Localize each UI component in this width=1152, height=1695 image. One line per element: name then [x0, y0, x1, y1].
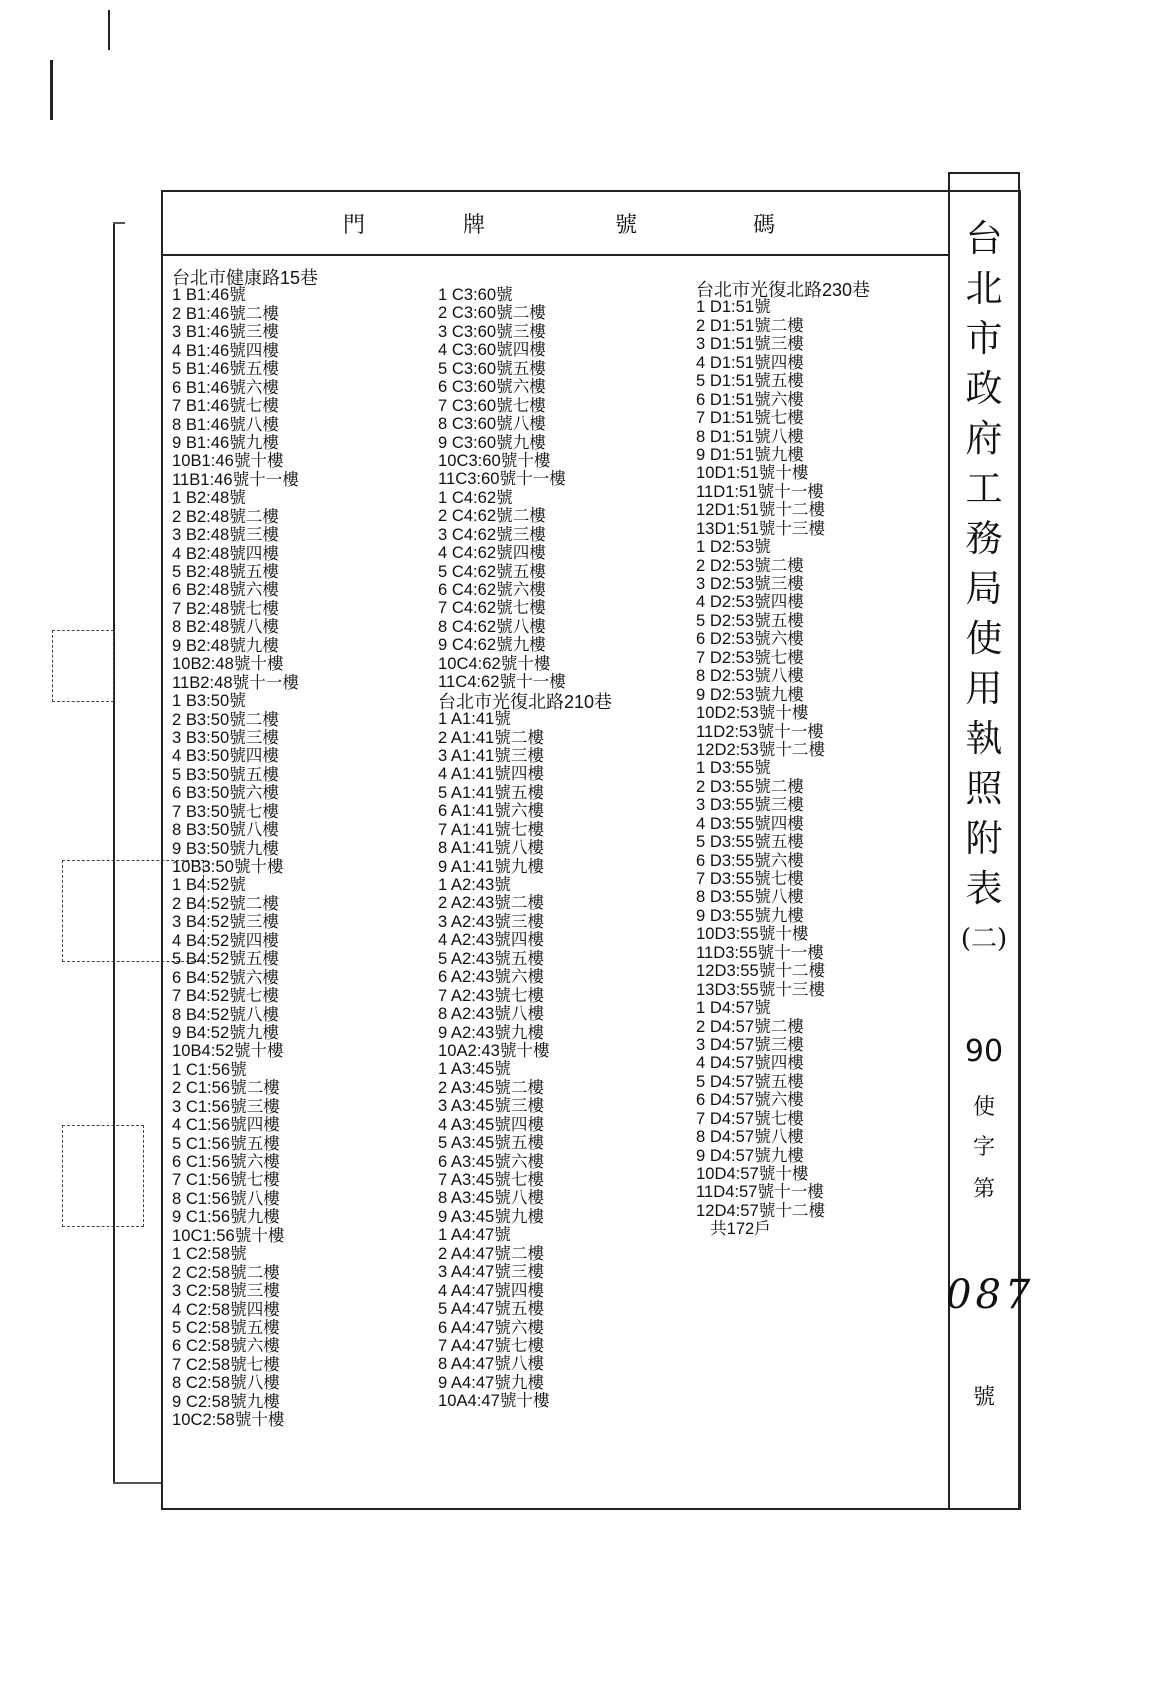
address-entry: 3 C2:58號三樓 — [172, 1281, 280, 1301]
address-entry: 2 C4:62號二樓 — [438, 506, 546, 526]
faded-stamp — [52, 630, 114, 702]
address-entry: 2 D4:57號二樓 — [696, 1016, 804, 1036]
address-entry: 7 D4:57號七樓 — [696, 1108, 804, 1128]
address-entry: 4 D1:51號四樓 — [696, 352, 804, 372]
license-year: 90 — [964, 1034, 1004, 1069]
address-entry: 2 C3:60號二樓 — [438, 303, 546, 323]
address-entry: 7 D2:53號七樓 — [696, 647, 804, 667]
address-entry: 7 A1:41號七樓 — [438, 819, 545, 839]
address-entry: 8 B4:52號八樓 — [172, 1004, 279, 1024]
address-entry: 3 B2:48號三樓 — [172, 525, 279, 545]
address-entry: 5 C4:62號五樓 — [438, 561, 546, 581]
address-entry: 7 A4:47號七樓 — [438, 1335, 545, 1355]
address-entry: 6 B3:50號六樓 — [172, 783, 279, 803]
address-entry: 7 B3:50號七樓 — [172, 801, 279, 821]
address-entry: 7 D3:55號七樓 — [696, 869, 804, 888]
address-entry: 5 B1:46號五樓 — [172, 359, 279, 379]
address-entry: 1 A3:45號 — [438, 1059, 511, 1079]
address-entry: 8 D2:53號八樓 — [696, 666, 804, 686]
license-number: 087 — [946, 1272, 1035, 1318]
address-entry: 4 B2:48號四樓 — [172, 543, 279, 563]
address-entry: 10C2:58號十樓 — [172, 1410, 285, 1430]
address-entry: 2 C2:58號二樓 — [172, 1262, 280, 1282]
address-entry: 10B1:46號十樓 — [172, 451, 284, 471]
scan-mark — [50, 60, 53, 120]
address-entry: 4 B3:50號四樓 — [172, 746, 279, 766]
address-entry: 11C4:62號十一樓 — [438, 672, 566, 692]
header-char-3: 號 — [615, 213, 638, 238]
column-2 — [438, 286, 612, 1411]
address-entry: 8 C3:60號八樓 — [438, 414, 546, 434]
address-entry: 3 A3:45號三樓 — [438, 1096, 545, 1116]
address-entry: 11C3:60號十一樓 — [438, 469, 566, 489]
address-entry: 9 D4:57號九樓 — [696, 1145, 804, 1165]
address-entry: 2 D1:51號二樓 — [696, 315, 804, 335]
address-entry: 9 A1:41號九樓 — [438, 856, 545, 876]
address-entry: 5 C3:60號五樓 — [438, 358, 546, 378]
address-entry: 4 C4:62號四樓 — [438, 543, 546, 563]
address-entry: 3 C3:60號三樓 — [438, 321, 546, 341]
address-entry: 10C3:60號十樓 — [438, 450, 551, 470]
address-entry: 3 D1:51號三樓 — [696, 334, 804, 354]
address-entry: 9 D3:55號九樓 — [696, 905, 804, 925]
address-entry: 2 B4:52號二樓 — [172, 893, 279, 913]
address-entry: 3 C1:56號三樓 — [172, 1096, 280, 1116]
address-entry: 3 A1:41號三樓 — [438, 745, 545, 765]
address-entry: 6 A2:43號六樓 — [438, 967, 545, 987]
side-char-3: 第 — [972, 1177, 995, 1202]
address-entry: 2 A2:43號二樓 — [438, 893, 545, 913]
address-entry: 7 D1:51號七樓 — [696, 408, 804, 428]
address-entry: 4 D2:53號四樓 — [696, 592, 804, 612]
side-char-2: 字 — [972, 1135, 995, 1160]
address-entry: 8 A4:47號八樓 — [438, 1354, 545, 1374]
address-entry: 3 D2:53號三樓 — [696, 574, 804, 593]
bracket-top — [113, 222, 125, 224]
address-entry: 5 A2:43號五樓 — [438, 948, 545, 968]
address-entry: 8 C2:58號八樓 — [172, 1373, 280, 1393]
address-entry: 8 A2:43號八樓 — [438, 1004, 545, 1024]
side-char-1: 使 — [972, 1095, 995, 1120]
address-entry: 10B4:52號十樓 — [172, 1041, 284, 1061]
address-entry: 2 B2:48號二樓 — [172, 506, 279, 526]
address-entry: 6 A4:47號六樓 — [438, 1317, 545, 1337]
address-entry: 1 A2:43號 — [438, 875, 511, 894]
address-entry: 1 C4:62號 — [438, 487, 513, 507]
address-entry: 8 C1:56號八樓 — [172, 1188, 280, 1208]
address-entry: 3 D4:57號三樓 — [696, 1034, 804, 1054]
address-entry: 8 B2:48號八樓 — [172, 617, 279, 637]
title-char: 北 — [965, 267, 1003, 310]
address-entry: 8 D1:51號八樓 — [696, 426, 804, 446]
address-entry: 5 D3:55號五樓 — [696, 832, 804, 852]
address-entry: 2 A3:45號二樓 — [438, 1077, 545, 1097]
address-entry: 1 B3:50號 — [172, 691, 246, 711]
address-entry: 11D4:57號十一樓 — [696, 1182, 824, 1202]
address-entry: 1 A1:41號 — [438, 709, 511, 729]
address-entry: 8 C4:62號八樓 — [438, 616, 546, 636]
address-entry: 1 C1:56號 — [172, 1059, 247, 1079]
address-entry: 5 C1:56號五樓 — [172, 1133, 280, 1153]
address-entry: 9 C4:62號九樓 — [438, 635, 546, 655]
address-entry: 1 D1:51號 — [696, 297, 771, 317]
address-entry: 1 B1:46號 — [172, 285, 246, 305]
title-char: 府 — [965, 417, 1003, 460]
address-entry: 5 D2:53號五樓 — [696, 610, 804, 630]
title-char: 務 — [965, 517, 1003, 560]
address-entry: 6 B2:48號六樓 — [172, 580, 279, 600]
address-entry: 9 D1:51號九樓 — [696, 444, 804, 464]
address-entry: 10C4:62號十樓 — [438, 653, 551, 673]
address-entry: 2 A4:47號二樓 — [438, 1243, 545, 1263]
address-entry: 7 C4:62號七樓 — [438, 598, 546, 618]
address-entry: 10B3:50號十樓 — [172, 857, 284, 876]
address-entry: 1 D4:57號 — [696, 998, 771, 1018]
address-entry: 13D1:51號十三樓 — [696, 518, 826, 538]
address-entry: 3 A4:47號三樓 — [438, 1262, 545, 1282]
address-entry: 6 C2:58號六樓 — [172, 1336, 280, 1356]
address-entry: 5 C2:58號五樓 — [172, 1317, 280, 1337]
address-entry: 7 C3:60號七樓 — [438, 395, 546, 415]
address-entry: 1 D3:55號 — [696, 758, 771, 778]
address-entry: 8 B1:46號八樓 — [172, 414, 279, 434]
address-entry: 2 D2:53號二樓 — [696, 555, 804, 575]
address-entry: 10A2:43號十樓 — [438, 1040, 550, 1060]
address-entry: 4 C1:56號四樓 — [172, 1115, 280, 1135]
address-entry: 9 C1:56號九樓 — [172, 1207, 280, 1227]
title-char: (二) — [960, 924, 1008, 954]
bracket-bottom — [113, 1482, 163, 1484]
address-entry: 6 C3:60號六樓 — [438, 377, 546, 397]
address-entry: 6 A3:45號六樓 — [438, 1151, 545, 1171]
address-entry: 5 A3:45號五樓 — [438, 1133, 545, 1153]
address-entry: 6 D2:53號六樓 — [696, 629, 804, 649]
address-entry: 7 C1:56號七樓 — [172, 1170, 280, 1190]
address-entry: 6 D1:51號六樓 — [696, 389, 804, 409]
header-char-2: 牌 — [463, 213, 486, 238]
address-entry: 7 B1:46號七樓 — [172, 396, 279, 416]
title-char: 工 — [965, 467, 1003, 510]
address-entry: 4 A2:43號四樓 — [438, 930, 545, 950]
address-entry: 6 A1:41號六樓 — [438, 801, 545, 821]
column-3 — [696, 280, 870, 1239]
address-entry: 13D3:55號十三樓 — [696, 979, 826, 999]
address-entry: 12D4:57號十二樓 — [696, 1200, 826, 1220]
scan-mark — [108, 10, 110, 50]
address-entry: 1 D2:53號 — [696, 537, 771, 557]
address-entry: 4 D4:57號四樓 — [696, 1053, 804, 1073]
address-entry: 2 D3:55號二樓 — [696, 776, 804, 796]
side-title — [958, 214, 1010, 964]
address-entry: 12D1:51號十二樓 — [696, 500, 826, 520]
address-entry: 10B2:48號十樓 — [172, 654, 284, 674]
title-char: 政 — [965, 367, 1003, 410]
address-entry: 6 D4:57號六樓 — [696, 1090, 804, 1110]
address-entry: 10D2:53號十樓 — [696, 703, 809, 723]
address-entry: 8 D4:57號八樓 — [696, 1127, 804, 1147]
address-entry: 4 B1:46號四樓 — [172, 340, 279, 360]
address-entry: 5 D1:51號五樓 — [696, 371, 804, 391]
address-entry: 9 B4:52號九樓 — [172, 1022, 279, 1042]
address-entry: 4 A4:47號四樓 — [438, 1280, 545, 1300]
address-entry: 7 C2:58號七樓 — [172, 1354, 280, 1374]
address-entry: 9 A2:43號九樓 — [438, 1022, 545, 1042]
address-entry: 1 B2:48號 — [172, 488, 246, 508]
section-heading: 台北市光復北路230巷 — [696, 280, 871, 300]
address-entry: 2 A1:41號二樓 — [438, 727, 545, 747]
address-entry: 4 D3:55號四樓 — [696, 813, 804, 833]
header-char-1: 門 — [343, 213, 366, 238]
address-entry: 1 C2:58號 — [172, 1244, 247, 1264]
address-entry: 1 C3:60號 — [438, 285, 513, 304]
address-entry: 9 B2:48號九樓 — [172, 635, 279, 655]
address-entry: 4 A1:41號四樓 — [438, 764, 545, 784]
address-entry: 5 B3:50號五樓 — [172, 764, 279, 784]
address-entry: 6 B1:46號六樓 — [172, 377, 279, 397]
address-entry: 6 D3:55號六樓 — [696, 850, 804, 870]
address-entry: 2 B1:46號二樓 — [172, 303, 279, 323]
bracket-mark — [113, 222, 115, 1484]
address-entry: 4 B4:52號四樓 — [172, 930, 279, 950]
address-entry: 9 A4:47號九樓 — [438, 1372, 545, 1392]
address-entry: 9 B1:46號九樓 — [172, 432, 279, 452]
address-entry: 7 B4:52號七樓 — [172, 986, 279, 1006]
title-char: 台 — [965, 217, 1003, 260]
address-entry: 4 C3:60號四樓 — [438, 340, 546, 360]
address-entry: 3 B4:52號三樓 — [172, 912, 279, 932]
address-entry: 9 C2:58號九樓 — [172, 1391, 280, 1411]
address-entry: 10D1:51號十樓 — [696, 463, 809, 483]
address-entry: 7 B2:48號七樓 — [172, 598, 279, 618]
title-char: 照 — [965, 767, 1003, 810]
address-entry: 1 B4:52號 — [172, 875, 246, 895]
title-char: 用 — [965, 667, 1003, 710]
address-entry: 2 B3:50號二樓 — [172, 709, 279, 729]
address-entry: 9 B3:50號九樓 — [172, 838, 279, 858]
address-entry: 4 A3:45號四樓 — [438, 1114, 545, 1134]
faded-stamp — [62, 1125, 144, 1227]
section-heading: 台北市光復北路210巷 — [438, 691, 613, 712]
address-entry: 8 D3:55號八樓 — [696, 887, 804, 907]
address-entry: 3 A2:43號三樓 — [438, 911, 545, 931]
address-entry: 1 A4:47號 — [438, 1225, 511, 1245]
address-entry: 10C1:56號十樓 — [172, 1225, 285, 1245]
title-char: 附 — [965, 817, 1003, 860]
address-entry: 2 C1:56號二樓 — [172, 1078, 280, 1098]
address-entry: 3 B3:50號三樓 — [172, 727, 279, 747]
address-entry: 8 A1:41號八樓 — [438, 838, 545, 858]
address-entry: 8 A3:45號八樓 — [438, 1188, 545, 1208]
address-entry: 7 A2:43號七樓 — [438, 985, 545, 1005]
address-entry: 5 B2:48號五樓 — [172, 562, 279, 581]
column-1 — [172, 268, 318, 1430]
side-char-4: 號 — [972, 1385, 995, 1410]
address-entry: 5 A1:41號五樓 — [438, 782, 545, 802]
table-header — [163, 194, 948, 256]
address-entry: 6 B4:52號六樓 — [172, 967, 279, 987]
address-entry: 4 C2:58號四樓 — [172, 1299, 280, 1319]
address-entry: 5 D4:57號五樓 — [696, 1071, 804, 1091]
address-entry: 9 C3:60號九樓 — [438, 432, 546, 452]
total-count: 共172戶 — [710, 1219, 771, 1239]
header-char-4: 碼 — [753, 213, 776, 238]
address-entry: 3 C4:62號三樓 — [438, 524, 546, 544]
address-entry: 10D4:57號十樓 — [696, 1164, 809, 1183]
section-heading: 台北市健康路15巷 — [172, 268, 319, 288]
title-char: 執 — [965, 717, 1003, 760]
address-entry: 12D3:55號十二樓 — [696, 961, 826, 981]
title-char: 使 — [965, 617, 1003, 660]
address-entry: 3 D3:55號三樓 — [696, 795, 804, 815]
title-char: 表 — [965, 867, 1003, 910]
address-entry: 11D1:51號十一樓 — [696, 481, 824, 501]
address-entry: 11B2:48號十一樓 — [172, 672, 299, 692]
title-char: 局 — [965, 567, 1003, 610]
address-entry: 6 C1:56號六樓 — [172, 1152, 280, 1171]
address-entry: 9 A3:45號九樓 — [438, 1206, 545, 1226]
address-entry: 10D3:55號十樓 — [696, 924, 809, 944]
address-entry: 3 B1:46號三樓 — [172, 322, 279, 342]
address-entry: 8 B3:50號八樓 — [172, 820, 279, 840]
address-entry: 11D3:55號十一樓 — [696, 942, 824, 962]
address-entry: 11D2:53號十一樓 — [696, 721, 824, 741]
address-entry: 11B1:46號十一樓 — [172, 469, 299, 489]
address-entry: 10A4:47號十樓 — [438, 1391, 550, 1411]
address-entry: 6 C4:62號六樓 — [438, 580, 546, 599]
address-entry: 5 B4:52號五樓 — [172, 949, 279, 969]
title-char: 市 — [965, 317, 1003, 360]
address-entry: 12D2:53號十二樓 — [696, 739, 826, 759]
address-entry: 9 D2:53號九樓 — [696, 684, 804, 704]
address-entry: 5 A4:47號五樓 — [438, 1299, 545, 1319]
address-entry: 7 A3:45號七樓 — [438, 1170, 545, 1189]
